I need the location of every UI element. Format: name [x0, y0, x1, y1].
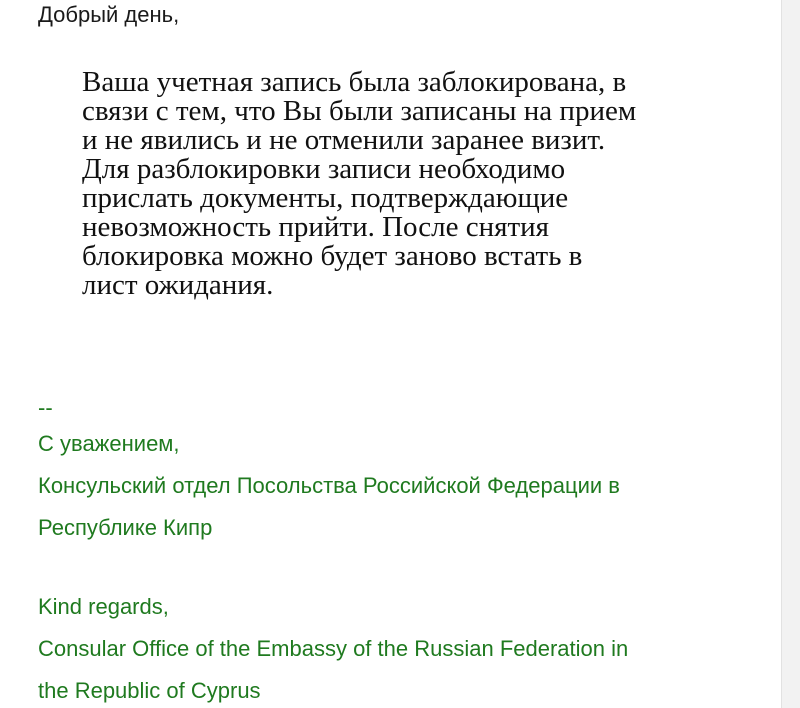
email-message-text: [82, 68, 762, 300]
message-line: Для разблокировки записи необходимо: [82, 153, 566, 185]
signature-separator: --: [38, 395, 53, 420]
signature-org-en-line1: Consular Office of the Embassy of the Russian Federation in: [38, 636, 629, 661]
email-greeting: Добрый день,: [38, 2, 180, 27]
message-line: блокировка можно будет заново встать в: [82, 240, 583, 272]
signature-closing-ru: С уважением,: [38, 431, 180, 456]
message-line: связи с тем, что Вы были записаны на прием: [82, 95, 637, 127]
message-line: лист ожидания.: [82, 269, 274, 301]
signature-org-en-line2: the Republic of Cyprus: [38, 678, 261, 703]
signature-closing-en: Kind regards,: [38, 594, 169, 619]
message-line: и не явились и не отменили заранее визит.: [82, 124, 606, 156]
scroll-edge: [781, 0, 800, 708]
signature-org-ru-line2: Республике Кипр: [38, 515, 213, 540]
message-line: прислать документы, подтверждающие: [82, 182, 569, 214]
signature-org-ru-line1: Консульский отдел Посольства Российской Федерации в: [38, 473, 620, 498]
message-line: Ваша учетная запись была заблокирована, в: [82, 66, 627, 98]
message-line: невозможность прийти. После снятия: [82, 211, 550, 243]
